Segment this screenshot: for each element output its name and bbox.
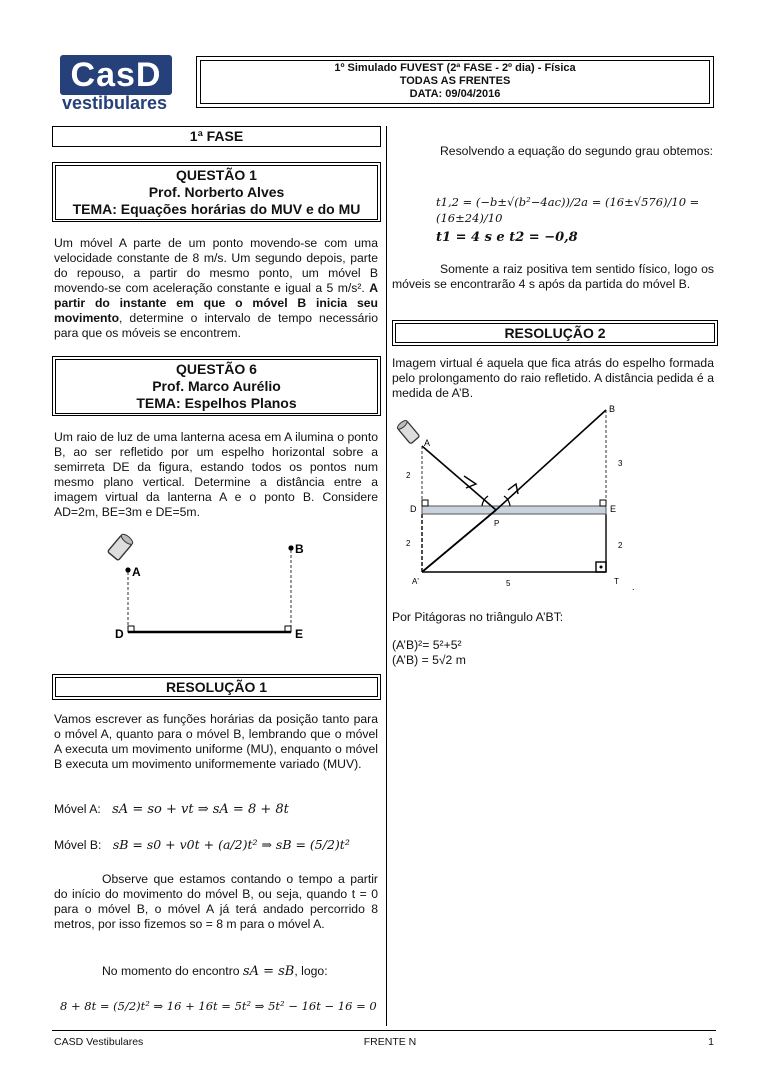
arrow-incident — [464, 476, 476, 488]
header-box — [196, 56, 714, 108]
q1-box — [52, 162, 381, 222]
fase-title: 1ª FASE — [189, 128, 244, 144]
casd-logo — [60, 55, 176, 113]
res2-title: RESOLUÇÃO 2 — [504, 325, 606, 341]
final-equation: 8 + 8t = (5/2)t² ⇒ 16 + 16t = 5t² ⇒ 5t² − 16t − 16 = 0 — [60, 999, 377, 1013]
column-divider — [386, 126, 387, 1026]
flashlight-icon — [396, 419, 420, 444]
q6-tema: TEMA: Espelhos Planos — [136, 395, 297, 411]
header-line2: TODAS AS FRENTES — [399, 75, 511, 87]
label-a: A — [132, 565, 141, 579]
flashlight-icon — [107, 532, 134, 560]
res1-obs: Observe que estamos contando o tempo a partir do início do movimento do móvel B, ou seja, quando t = 0 para o móvel B, o móvel A já terá andado percorrido 8 metros, por isso fizemos so = 8 m para o móvel A. — [54, 872, 378, 931]
mirror — [422, 506, 606, 514]
virtual-ray — [422, 510, 496, 572]
movel-b-label: Móvel B: — [54, 838, 102, 852]
label-a2t-5: 5 — [506, 579, 511, 588]
encontro-row — [102, 962, 382, 981]
resolvendo-text: Resolvendo a equação do segundo grau obtemos: — [440, 144, 714, 158]
footer-page-number: 1 — [708, 1036, 714, 1048]
res2-text: Imagem virtual é aquela que fica atrás do espelho formada pelo prolongamento do raio refletido. A distância pedida é a medida de A’B. — [392, 356, 714, 400]
label-be-3: 3 — [618, 459, 623, 468]
movel-a-equation: sA = so + vt ⇒ sA = 8 + 8t — [112, 802, 289, 817]
q1-tema: TEMA: Equações horárias do MUV e do MU — [72, 201, 361, 217]
q1-statement — [54, 236, 378, 341]
encontro-equation: sA = sB — [242, 964, 295, 979]
right-angle-d — [422, 500, 428, 506]
pitagoras-eq1: (A’B)²= 5²+5² — [392, 638, 462, 652]
right-angle-e — [600, 500, 606, 506]
res1-text: Vamos escrever as funções horárias da posição tanto para o móvel A, quanto para o móvel B, lembrando que o móvel A executa um movimento uniforme (MU), enquanto o móvel B executa um movimento uniformemente variado (MUV). — [54, 712, 378, 771]
res1-title: RESOLUÇÃO 1 — [165, 679, 268, 695]
label-d: D — [410, 504, 417, 514]
q6-title: QUESTÃO 6 — [176, 361, 257, 377]
res2-figure — [396, 400, 646, 592]
q1-text-b: , determine o intervalo de tempo necessário para que os móveis se encontrem. — [54, 311, 378, 340]
label-p: P — [494, 519, 500, 528]
pitagoras-text: Por Pitágoras no triângulo A’BT: — [392, 610, 564, 624]
point-b — [288, 545, 293, 550]
somente-text: Somente a raiz positiva tem sentido físico, logo os móveis se encontrarão 4 s após da partida do móvel B. — [392, 262, 714, 291]
q6-figure — [92, 532, 322, 647]
label-e: E — [295, 627, 304, 641]
label-e: E — [610, 504, 617, 514]
label-ad-2: 2 — [406, 471, 411, 480]
q1-text-a: Um móvel A parte de um ponto movendo-se com uma velocidade constante de 8 m/s. Um segundo depois, parte do repouso, a partir do mesmo ponto, um móvel B movendo-se com aceleração constante e igual a 5 m/s². — [54, 236, 378, 295]
arrow-reflected — [508, 484, 518, 494]
label-da2-2: 2 — [406, 539, 411, 548]
stray-dot: . — [632, 582, 635, 592]
bhaskara-equation: t1,2 = (−b±√(b²−4ac))/2a = (16±√576)/10 = (16±24)/10 — [436, 195, 700, 225]
header-line3: DATA: 09/04/2016 — [409, 88, 501, 100]
q1-text-bold: A partir do instante em que o móvel B inicia seu movimento — [54, 281, 378, 325]
label-b: B — [609, 404, 616, 414]
movel-b-equation: sB = s0 + v0t + (a/2)t² ⇒ sB = (5/2)t² — [112, 837, 350, 852]
q6-box — [52, 356, 381, 416]
label-b: B — [295, 542, 304, 556]
right-angle-dot — [600, 566, 603, 569]
movel-a-row — [54, 800, 378, 819]
label-d: D — [115, 627, 124, 641]
footer-center: FRENTE N — [363, 1036, 417, 1048]
res2-box — [392, 320, 718, 346]
incident-ray — [422, 446, 496, 510]
q6-statement: Um raio de luz de uma lanterna acesa em A ilumina o ponto B, ao ser refletido por um espelho horizontal sobre a semirreta DE da figura, estando todos os pontos num mesmo plano vertical. Determine a distância entre a imagem virtual da lanterna A e o ponto B. Considere AD=2m, BE=3m e DE=5m. — [54, 430, 378, 519]
label-a: A — [424, 438, 431, 448]
q1-title: QUESTÃO 1 — [176, 167, 257, 183]
label-et-2: 2 — [618, 541, 623, 550]
fase-box — [52, 126, 381, 147]
footer-left: CASD Vestibulares — [54, 1036, 144, 1048]
footer-rule — [52, 1030, 716, 1031]
reflected-ray — [496, 410, 606, 510]
movel-a-label: Móvel A: — [54, 802, 101, 816]
res1-box — [52, 674, 381, 700]
logo-casd-text: CasD — [60, 55, 172, 95]
roots-equation: t1 = 4 s e t2 = −0,8 — [436, 230, 578, 245]
q6-prof: Prof. Marco Aurélio — [152, 378, 281, 394]
pitagoras-eq2: (A’B) = 5√2 m — [392, 653, 466, 667]
point-a — [125, 567, 130, 572]
header-line1: 1º Simulado FUVEST (2ª FASE - 2º dia) - Física — [334, 62, 576, 74]
label-t: T — [614, 577, 619, 586]
q1-prof: Prof. Norberto Alves — [148, 184, 285, 200]
movel-b-row — [54, 836, 378, 854]
logo-vestibulares-text: vestibulares — [62, 93, 168, 113]
label-a-prime: A' — [412, 577, 419, 586]
encontro-text-b: , logo: — [294, 964, 328, 978]
encontro-text-a: No momento do encontro — [102, 964, 240, 978]
